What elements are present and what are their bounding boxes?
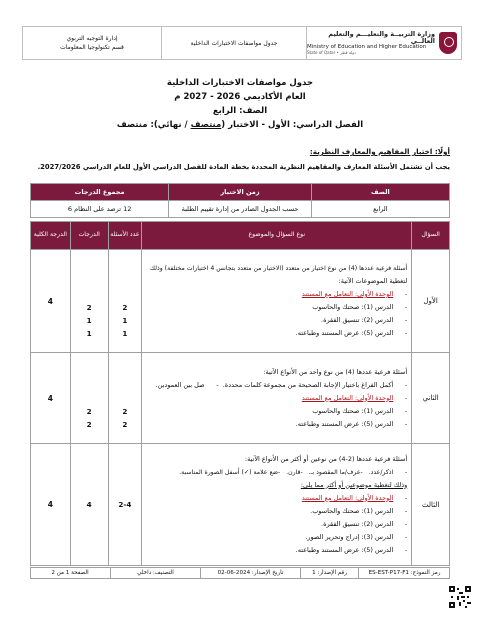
ministry-name-en: Ministry of Education and Higher Education (307, 43, 427, 50)
q3-label: الثالث (412, 444, 450, 566)
q2-label: الثاني (412, 353, 450, 444)
header-department (23, 27, 161, 59)
q3-lesson-3: الدرس (3): إدراج وتحرير الصور. (305, 532, 394, 541)
q1-unit: الوحدة الأولى: التعامل مع المستند (301, 290, 394, 298)
document-titles (0, 76, 480, 132)
q1-desc-1: أسئلة فرعية عددها (4) من نوع اختيار من متعدد (الاختيار من متعدد بتجانس 4 اختيارات مختلفة) وذلك (149, 265, 408, 272)
q2-description: أسئلة فرعية عددها (4) من نوع واحد من الأنواع الآتية: -أكمل الفراغ باختيار الإجابة الصحيحة من مجموعة كلمات محددة. -صل بين العمودين. -الوحدة الأولى: التعامل مع المستند -الدرس (1): صحتك والحاسوب -الدرس (5): عرض المستند وطباعته. (142, 353, 412, 444)
q3-description: أسئلة فرعية عددها (2-4) من نوعين أو أكثر من الأنواع الآتية: -اذكر/عدد. -عرف/ما المقصود بـ. -قارن. -ضع علامة (✓) أسفل الصورة المناسبة. وذلك لتغطية موضوعين أو أكثر مما يلي: -الوحدة الأولى: التعامل مع المستند -الدرس (1): صحتك والحاسوب. -الدرس (2): تنسيق الفقرة. -الدرس (3): إدراج وتحرير الصور. -الدرس (5): عرض المستند وطباعته. (142, 444, 412, 566)
duration-value: حسب الجدول الصادر من إدارة تقييم الطلبة (169, 201, 311, 218)
q1-marks: 2 1 1 (70, 250, 108, 353)
q3-opt-3: -قارن. (286, 468, 303, 476)
q2-total: 4 (31, 353, 71, 444)
grade-value: الرابع (311, 201, 449, 218)
curriculum-note: يجب أن تشتمل الأسئلة المعارف والمفاهيم النظرية المحددة بخطة المادة للفصل الدراسي الأول للعام الدراسي 2027/2026. (37, 163, 450, 171)
q1-lesson-2: الدرس (2): تنسيق الفقرة. (321, 316, 394, 324)
exam-info-table (30, 183, 450, 218)
total-marks-value: 12 ترصد على النظام 6 (31, 201, 169, 218)
table-row (31, 250, 450, 353)
state-name: State of Qatar • دولة قطر (307, 49, 356, 55)
q2-desc-1: أسئلة فرعية عددها (4) من نوع واحد من الأنواع الآتية: (263, 367, 408, 376)
q3-opt-1: اذكر/عدد. (368, 468, 394, 476)
q2-desc-2: أكمل الفراغ باختيار الإجابة الصحيحة من مجموعة كلمات محددة. (222, 380, 394, 389)
total-marks-header: مجموع الدرجات (31, 184, 169, 201)
table-row (31, 353, 450, 444)
concepts-heading: أولًا: اختبار المفاهيم والمعارف النظرية: (309, 147, 450, 156)
q3-lesson-2: الدرس (2): تنسيق الفقرة. (321, 519, 394, 528)
duration-header: زمن الاختبار (169, 184, 311, 201)
q1-description: أسئلة فرعية عددها (4) من نوع اختيار من متعدد (الاختيار من متعدد بتجانس 4 اختيارات مختلفة) وذلك لتغطية الموضوعات الآتية: -الوحدة الأولى: التعامل مع المستند -الدرس (1): صحتك والحاسوب -الدرس (2): تنسيق الفقرة. -الدرس (5): عرض المستند وطباعته. (142, 250, 412, 353)
q3-marks: 4 (70, 444, 108, 566)
footer-issue-date: تاريخ الإصدار: 2024-06-02 (200, 567, 300, 579)
header-doc-title: جدول مواصفات الاختبارات الداخلية (161, 27, 306, 59)
col-marks-header: الدرجات (70, 222, 108, 250)
q3-desc-1: أسئلة فرعية عددها (2-4) من نوعين أو أكثر من الأنواع الآتية: (244, 454, 408, 463)
q2-counts: 2 2 (108, 353, 142, 444)
q2-marks: 2 2 (70, 353, 108, 444)
title-line-2: العام الأكاديمي 2026 - 2027 م (174, 92, 306, 102)
q3-lesson-4: الدرس (5): عرض المستند وطباعته. (295, 545, 394, 554)
col-count-header: عدد الأسئلة (108, 222, 142, 250)
dept-line-1: إدارة التوجيه التربوي (66, 35, 118, 42)
q3-unit: الوحدة الأولى: التعامل مع المستند (301, 493, 394, 502)
title-line-3: الصف: الرابع (212, 106, 268, 116)
col-total-header: الدرجة الكلية (31, 222, 71, 250)
q1-lesson-3: الدرس (5): عرض المستند وطباعته. (295, 329, 394, 337)
q2-desc-2b: صل بين العمودين. (155, 380, 205, 389)
dept-line-2: قسم تكنولوجيا المعلومات (60, 44, 124, 51)
q3-opt-4: -ضع علامة (✓) أسفل الصورة المناسبة. (179, 468, 281, 476)
footer-form-code: رمز النموذج: ES-EST-P17-F1 (358, 567, 450, 579)
q1-counts: 2 1 1 (108, 250, 142, 353)
col-question-header: السؤال (412, 222, 450, 250)
page-footer (30, 567, 450, 579)
q1-total: 4 (31, 250, 71, 353)
ministry-name-ar: وزارة التربيــة والتعليـــم والتعليم العالــي (328, 30, 435, 46)
q2-lesson-1: الدرس (1): صحتك والحاسوب (312, 406, 394, 415)
q3-total: 4 (31, 444, 71, 566)
q1-desc-2: لتغطية الموضوعات الآتية: (338, 277, 408, 285)
table-row (31, 444, 450, 566)
ministry-logo-block (306, 27, 461, 59)
q3-count: 2-4 (108, 444, 142, 566)
q3-lesson-1: الدرس (1): صحتك والحاسوب. (310, 506, 394, 515)
footer-page-number: الصفحة 1 من 2 (51, 570, 89, 576)
footer-version: رقم الإصدار: 1 (300, 567, 358, 579)
q3-desc-3: وذلك لتغطية موضوعين أو أكثر مما يلي: (300, 480, 408, 489)
grade-header: الصف (311, 184, 449, 201)
qr-code-icon (449, 586, 471, 608)
q2-lesson-2: الدرس (5): عرض المستند وطباعته. (295, 419, 394, 428)
q2-unit: الوحدة الأولى: التعامل مع المستند (301, 393, 394, 402)
page-header (22, 26, 462, 60)
q1-label: الأول (412, 250, 450, 353)
col-type-header: نوع السؤال والموضوع (142, 222, 412, 250)
ministry-emblem-icon (439, 32, 457, 54)
title-line-1: جدول مواصفات الاختبارات الداخلية (166, 78, 314, 88)
q3-opt-2: -عرف/ما المقصود بـ. (308, 468, 363, 476)
title-line-4: الفصل الدراسي: الأول - الاختبار (منتصف / نهائي): منتصف (116, 120, 364, 130)
footer-classification: التصنيف: داخلي (110, 567, 200, 579)
specification-table (30, 221, 450, 566)
q1-lesson-1: الدرس (1): صحتك والحاسوب (312, 303, 394, 311)
